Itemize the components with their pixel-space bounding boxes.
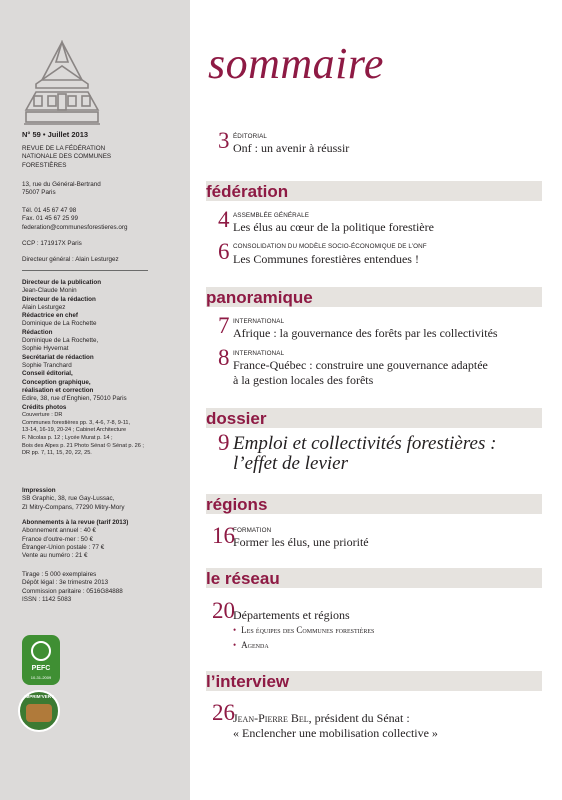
credit-line: Directeur de la publication bbox=[22, 279, 102, 286]
interviewee-name: Jean-Pierre Bel bbox=[233, 711, 309, 725]
revue-line: NATIONALE DES COMMUNES bbox=[22, 153, 112, 161]
page-number: 16 bbox=[212, 523, 235, 548]
article-quote: « Enclencher une mobilisation collective » bbox=[233, 726, 438, 740]
subscription-line: France d’outre-mer : 50 € bbox=[22, 535, 94, 543]
impression-line: ZI Mitry-Compans, 77290 Mitry-Mory bbox=[22, 503, 125, 511]
bullet-label: Agenda bbox=[241, 640, 269, 650]
article-kicker: FORMATION bbox=[233, 527, 272, 534]
article-title[interactable]: Afrique : la gouvernance des forêts par les collectivités bbox=[233, 326, 498, 340]
subscription-line: Étranger-Union postale : 77 € bbox=[22, 543, 105, 551]
bullet-label: Les équipes des Communes forestières bbox=[241, 625, 375, 635]
bullet-icon: • bbox=[233, 625, 237, 635]
credit-line: Directeur de la rédaction bbox=[22, 295, 96, 303]
article-title-line: l’effet de levier bbox=[233, 453, 348, 474]
page-number: 4 bbox=[218, 207, 230, 232]
fax: Fax. 01 45 67 25 99 bbox=[22, 215, 79, 223]
section-title: régions bbox=[206, 495, 268, 514]
credit-line: Jean-Claude Monin bbox=[22, 287, 77, 295]
credit-line: Dominique de La Rochette bbox=[22, 320, 97, 328]
page-number: 7 bbox=[218, 313, 230, 338]
bullet-icon: • bbox=[233, 640, 237, 650]
subscription-line: Vente au numéro : 21 € bbox=[22, 552, 88, 560]
sidebar bbox=[0, 0, 190, 800]
town-hall-logo-icon bbox=[22, 40, 102, 125]
article-kicker: INTERNATIONAL bbox=[233, 350, 285, 357]
address-line: 75007 Paris bbox=[22, 189, 56, 197]
article-kicker: INTERNATIONAL bbox=[233, 318, 285, 325]
article-title-line: France-Québec : construire une gouvernance adaptée bbox=[233, 358, 488, 372]
article-title-line: Emploi et collectivités forestières : bbox=[233, 433, 497, 454]
article-title-line bbox=[233, 711, 438, 726]
page-number: 20 bbox=[212, 598, 235, 623]
impression-line: SB Graphic, 38, rue Gay-Lussac, bbox=[22, 495, 115, 503]
impression-title: Impression bbox=[22, 487, 56, 494]
issue-number: N° 59 • Juillet 2013 bbox=[22, 130, 89, 139]
section-title: fédération bbox=[206, 182, 289, 201]
revue-line: REVUE DE LA FÉDÉRATION bbox=[22, 145, 106, 152]
interviewee-role: , président du Sénat : bbox=[308, 711, 410, 725]
article-title[interactable]: Les Communes forestières entendues ! bbox=[233, 252, 419, 266]
subscription-block bbox=[22, 519, 182, 560]
pefc-logo bbox=[22, 635, 60, 685]
credit-line: Edire, 38, rue d’Enghien, 75010 Paris bbox=[22, 395, 127, 403]
article-title[interactable] bbox=[233, 434, 496, 474]
pefc-label: PEFC bbox=[31, 665, 51, 672]
divider bbox=[22, 270, 148, 271]
page-title: sommaire bbox=[208, 39, 384, 88]
email-link[interactable]: federation@communesforestieres.org bbox=[22, 223, 128, 231]
photo-credits-block bbox=[22, 404, 182, 458]
article-kicker: CONSOLIDATION DU MODÈLE SOCIO-ÉCONOMIQUE DE L’ONF bbox=[233, 243, 427, 250]
photo-credit-line: Communes forestières pp. 3, 4-6, 7-8, 9-11, bbox=[22, 419, 131, 426]
legal-line: Commission paritaire : 0516G84888 bbox=[22, 587, 123, 595]
page-number: 8 bbox=[218, 345, 230, 370]
photo-credit-line: F. Nicolas p. 12 ; Lycée Murat p. 14 ; bbox=[22, 435, 113, 442]
photo-credits-title: Crédits photos bbox=[22, 404, 67, 411]
credit-line: Rédaction bbox=[22, 328, 53, 336]
page-number: 26 bbox=[212, 700, 235, 725]
credit-line: Conception graphique, bbox=[22, 378, 91, 386]
credit-line: Secrétariat de rédaction bbox=[22, 353, 94, 361]
phone: Tél. 01 45 67 47 98 bbox=[22, 207, 77, 214]
section-federation bbox=[206, 181, 542, 201]
article-title[interactable]: Les élus au cœur de la politique forestière bbox=[233, 220, 434, 234]
director-general: Directeur général : Alain Lesturgez bbox=[22, 256, 119, 263]
imprim-vert-label: IMPRIM’VERT bbox=[24, 694, 54, 699]
subscription-title: Abonnements à la revue (tarif 2013) bbox=[22, 519, 129, 526]
article-kicker: ASSEMBLÉE GÉNÉRALE bbox=[233, 212, 309, 219]
photo-credit-line: 13-14, 16-19, 20-24 ; Cabinet Architecture bbox=[22, 427, 127, 434]
legal-line: Tirage : 5 000 exemplaires bbox=[22, 571, 97, 578]
credit-line: Sophie Hyvernat bbox=[22, 345, 69, 353]
section-title: panoramique bbox=[206, 288, 313, 307]
impression-block bbox=[22, 487, 182, 512]
credit-line: Alain Lesturgez bbox=[22, 303, 66, 311]
section-reseau bbox=[206, 568, 542, 588]
bullet-item[interactable] bbox=[233, 625, 374, 635]
page-number: 9 bbox=[218, 430, 230, 455]
article-title[interactable] bbox=[233, 358, 488, 388]
photo-credit-line: Couverture : DR bbox=[22, 412, 63, 419]
section-dossier bbox=[206, 408, 542, 428]
bullet-item[interactable] bbox=[233, 640, 269, 650]
section-interview bbox=[206, 671, 542, 691]
section-title: dossier bbox=[206, 409, 267, 428]
contact-block bbox=[22, 207, 182, 232]
ccp: CCP : 171917X Paris bbox=[22, 240, 82, 247]
article-title[interactable]: Onf : un avenir à réussir bbox=[233, 141, 350, 155]
photo-credit-line: Bois des Alpes p. 21 Photo Sénat © Sénat p. 26 ; bbox=[22, 442, 144, 449]
pefc-date: 10-31-2009 bbox=[30, 675, 52, 680]
section-title: le réseau bbox=[206, 569, 280, 588]
imprim-vert-logo bbox=[18, 690, 60, 732]
revue-line: FORESTIÈRES bbox=[22, 161, 67, 169]
tree-icon bbox=[31, 641, 51, 661]
page-number: 6 bbox=[218, 239, 230, 264]
subscription-line: Abonnement annuel : 40 € bbox=[22, 527, 96, 535]
credit-line: réalisation et correction bbox=[22, 386, 94, 394]
article-title-line: à la gestion locales des forêts bbox=[233, 373, 374, 387]
article-kicker: ÉDITORIAL bbox=[233, 133, 268, 140]
section-title: l’interview bbox=[206, 672, 290, 691]
article-title[interactable] bbox=[233, 711, 438, 741]
section-regions bbox=[206, 494, 542, 514]
photo-credit-line: DR pp. 7, 11, 15, 20, 22, 25. bbox=[22, 450, 92, 457]
credit-line: Rédactrice en chef bbox=[22, 312, 78, 320]
landscape-icon bbox=[26, 704, 52, 722]
article-title[interactable]: Départements et régions bbox=[233, 608, 350, 622]
revue-block bbox=[22, 145, 182, 170]
address-line: 13, rue du Général-Bertrand bbox=[22, 181, 101, 188]
section-panoramique bbox=[206, 287, 542, 307]
legal-line: Dépôt légal : 3e trimestre 2013 bbox=[22, 579, 109, 587]
credit-line: Dominique de La Rochette, bbox=[22, 337, 99, 345]
legal-line: ISSN : 1142 5083 bbox=[22, 595, 72, 603]
article-title[interactable]: Former les élus, une priorité bbox=[233, 535, 369, 549]
page-number: 3 bbox=[218, 128, 230, 153]
address-block bbox=[22, 181, 182, 198]
credit-line: Sophie Tranchard bbox=[22, 361, 72, 369]
credit-line: Conseil éditorial, bbox=[22, 370, 73, 378]
legal-block bbox=[22, 571, 182, 604]
credits-block bbox=[22, 279, 182, 403]
